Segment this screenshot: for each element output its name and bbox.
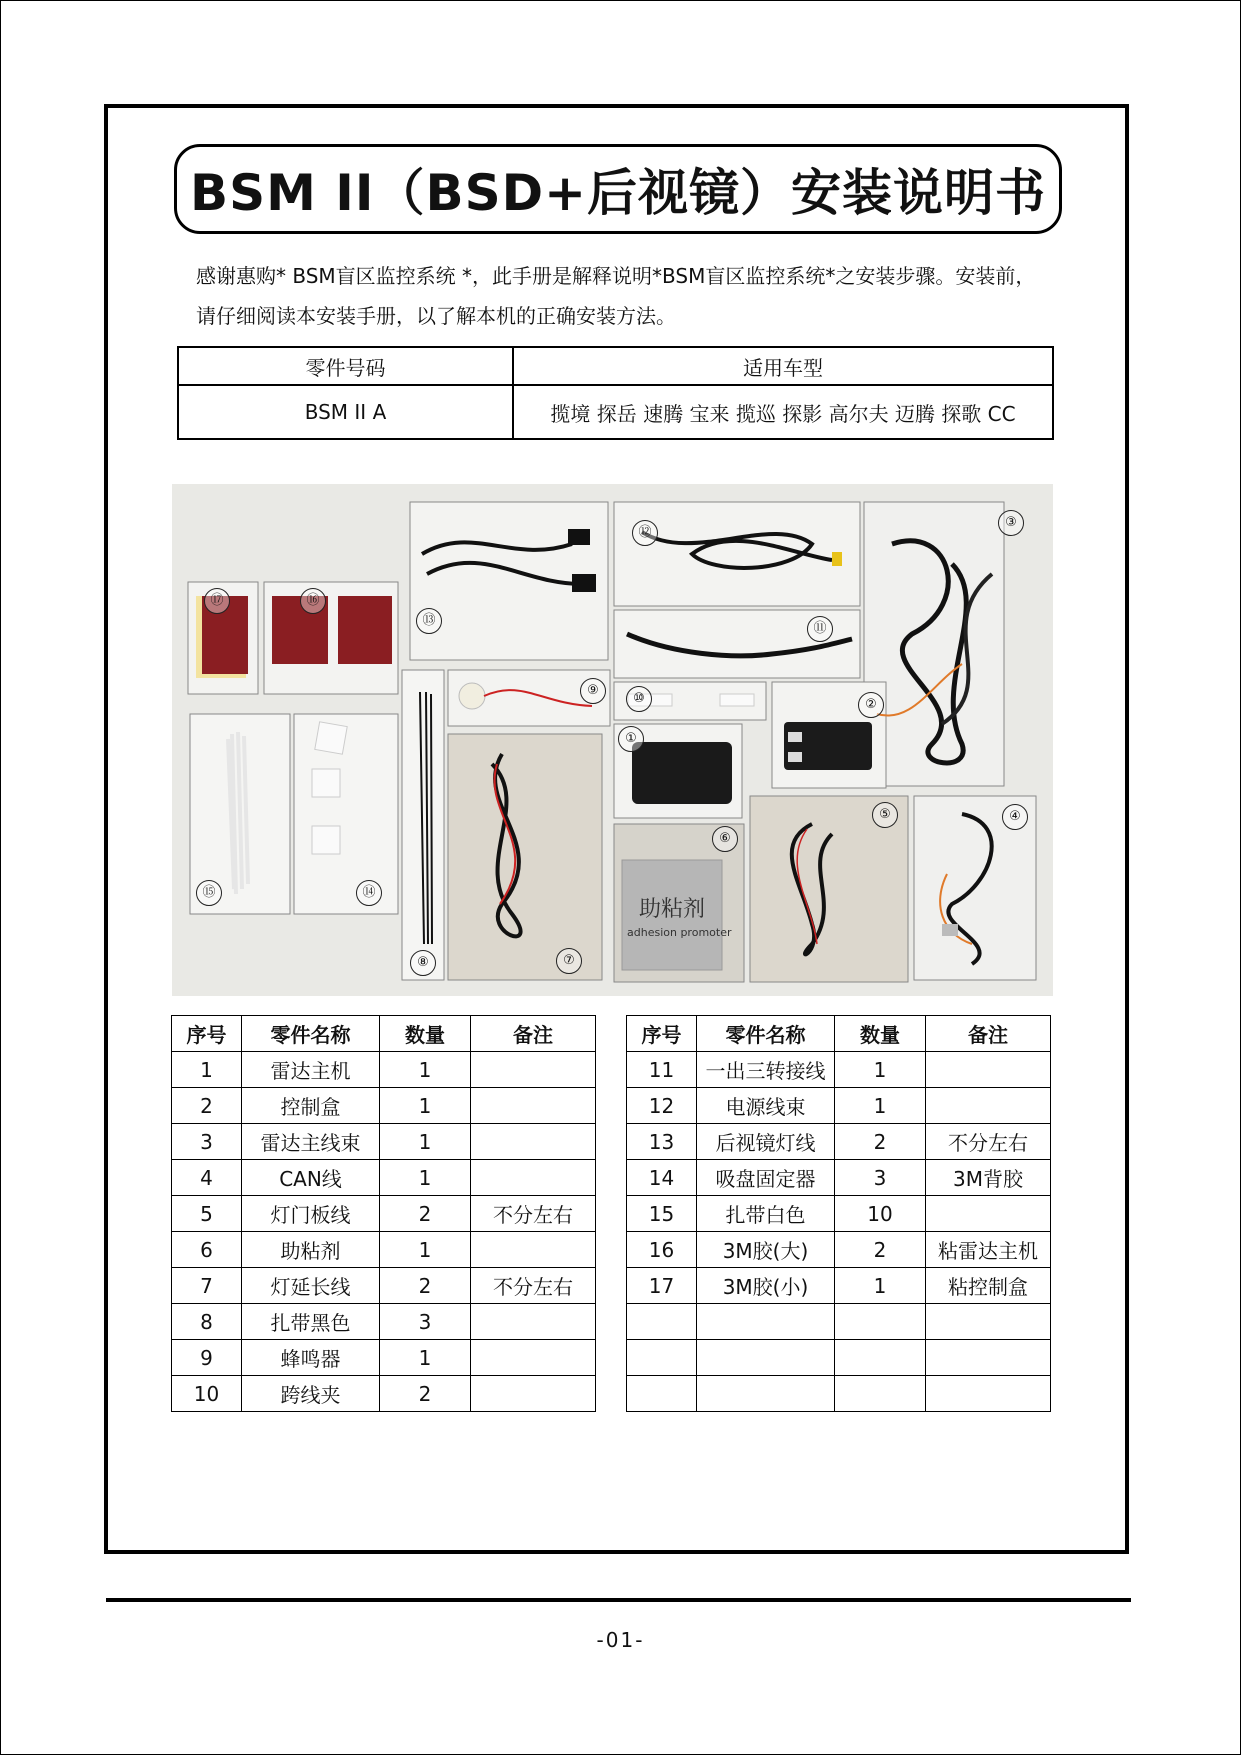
part-seq: 12 bbox=[627, 1088, 697, 1124]
part-remarks bbox=[471, 1376, 596, 1412]
photo-label-4: ④ bbox=[1002, 804, 1028, 830]
header-remarks: 备注 bbox=[471, 1016, 596, 1052]
part-name bbox=[697, 1340, 835, 1376]
part-quantity: 1 bbox=[380, 1052, 471, 1088]
part-name bbox=[697, 1376, 835, 1412]
part-name: CAN线 bbox=[242, 1160, 380, 1196]
part-quantity: 1 bbox=[380, 1124, 471, 1160]
part-name: 助粘剂 bbox=[242, 1232, 380, 1268]
part-quantity: 3 bbox=[835, 1160, 926, 1196]
table-row bbox=[172, 1340, 596, 1376]
parts-photo-drawing bbox=[172, 484, 1053, 996]
footer-rule bbox=[106, 1598, 1131, 1602]
part-seq: 3 bbox=[172, 1124, 242, 1160]
part-name: 灯延长线 bbox=[242, 1268, 380, 1304]
photo-label-15: ⑮ bbox=[196, 880, 222, 906]
part-seq: 7 bbox=[172, 1268, 242, 1304]
part-name: 电源线束 bbox=[697, 1088, 835, 1124]
part-remarks bbox=[926, 1196, 1051, 1232]
photo-label-16: ⑯ bbox=[300, 588, 326, 614]
part-remarks bbox=[926, 1340, 1051, 1376]
parts-photo bbox=[172, 484, 1053, 996]
parts-table-right-body bbox=[627, 1052, 1051, 1412]
part-remarks: 不分左右 bbox=[926, 1124, 1051, 1160]
part-name: 跨线夹 bbox=[242, 1376, 380, 1412]
header-part-number: 零件号码 bbox=[178, 347, 513, 385]
table-row bbox=[172, 1124, 596, 1160]
part-seq: 11 bbox=[627, 1052, 697, 1088]
part-remarks: 粘控制盒 bbox=[926, 1268, 1051, 1304]
table-row bbox=[627, 1268, 1051, 1304]
photo-label-8: ⑧ bbox=[410, 950, 436, 976]
table-row bbox=[172, 1052, 596, 1088]
intro-text: 感谢惠购* BSM盲区监控系统 *，此手册是解释说明*BSM盲区监控系统*之安装步骤。安装前，请仔细阅读本安装手册，以了解本机的正确安装方法。 bbox=[196, 264, 1036, 328]
part-remarks bbox=[471, 1340, 596, 1376]
part-seq: 17 bbox=[627, 1268, 697, 1304]
part-seq bbox=[627, 1376, 697, 1412]
part-name: 灯门板线 bbox=[242, 1196, 380, 1232]
part-remarks bbox=[926, 1088, 1051, 1124]
part-remarks bbox=[926, 1376, 1051, 1412]
parts-table-right bbox=[626, 1015, 1051, 1412]
part-quantity: 1 bbox=[380, 1232, 471, 1268]
photo-label-2: ② bbox=[858, 692, 884, 718]
part-name: 雷达主线束 bbox=[242, 1124, 380, 1160]
part-seq: 10 bbox=[172, 1376, 242, 1412]
photo-label-10: ⑩ bbox=[626, 686, 652, 712]
part-name: 吸盘固定器 bbox=[697, 1160, 835, 1196]
part-seq: 13 bbox=[627, 1124, 697, 1160]
photo-label-7: ⑦ bbox=[556, 948, 582, 974]
part-seq: 6 bbox=[172, 1232, 242, 1268]
table-row bbox=[627, 1376, 1051, 1412]
part-remarks bbox=[471, 1304, 596, 1340]
part-name: 扎带黑色 bbox=[242, 1304, 380, 1340]
table-row bbox=[627, 1124, 1051, 1160]
header-part-name: 零件名称 bbox=[242, 1016, 380, 1052]
table-row bbox=[627, 1232, 1051, 1268]
photo-label-12: ⑫ bbox=[632, 520, 658, 546]
part-remarks: 不分左右 bbox=[471, 1268, 596, 1304]
part-remarks: 粘雷达主机 bbox=[926, 1232, 1051, 1268]
part-name: 一出三转接线 bbox=[697, 1052, 835, 1088]
part-quantity: 2 bbox=[380, 1268, 471, 1304]
table-row bbox=[172, 1232, 596, 1268]
header-quantity: 数量 bbox=[380, 1016, 471, 1052]
part-remarks bbox=[471, 1232, 596, 1268]
table-row bbox=[172, 1088, 596, 1124]
part-name bbox=[697, 1304, 835, 1340]
table-row bbox=[172, 1268, 596, 1304]
part-name: 蜂鸣器 bbox=[242, 1340, 380, 1376]
part-number-value: BSM II A bbox=[178, 385, 513, 439]
model-table-header bbox=[178, 347, 1053, 385]
parts-table-left-body bbox=[172, 1052, 596, 1412]
part-seq: 9 bbox=[172, 1340, 242, 1376]
adhesion-label-cn: 助粘剂 bbox=[639, 897, 706, 922]
part-remarks bbox=[471, 1052, 596, 1088]
table-row bbox=[172, 1196, 596, 1232]
page-title: BSM II（BSD+后视镜）安装说明书 bbox=[189, 164, 1046, 222]
table-row bbox=[627, 1160, 1051, 1196]
part-quantity: 2 bbox=[835, 1124, 926, 1160]
part-name: 3M胶(小) bbox=[697, 1268, 835, 1304]
part-remarks bbox=[926, 1304, 1051, 1340]
part-remarks bbox=[471, 1124, 596, 1160]
part-seq: 4 bbox=[172, 1160, 242, 1196]
part-quantity: 1 bbox=[835, 1052, 926, 1088]
part-seq: 16 bbox=[627, 1232, 697, 1268]
part-quantity bbox=[835, 1340, 926, 1376]
part-quantity: 2 bbox=[380, 1376, 471, 1412]
parts-table-left bbox=[171, 1015, 596, 1412]
title-box bbox=[174, 144, 1062, 234]
table-row bbox=[172, 1160, 596, 1196]
part-quantity: 1 bbox=[380, 1160, 471, 1196]
part-seq: 8 bbox=[172, 1304, 242, 1340]
header-part-name: 零件名称 bbox=[697, 1016, 835, 1052]
table-row bbox=[627, 1052, 1051, 1088]
part-name: 3M胶(大) bbox=[697, 1232, 835, 1268]
part-quantity: 1 bbox=[380, 1340, 471, 1376]
part-seq bbox=[627, 1340, 697, 1376]
table-row bbox=[627, 1304, 1051, 1340]
part-seq: 15 bbox=[627, 1196, 697, 1232]
part-remarks bbox=[471, 1088, 596, 1124]
photo-label-1: ① bbox=[618, 726, 644, 752]
photo-label-13: ⑬ bbox=[416, 608, 442, 634]
part-quantity bbox=[835, 1304, 926, 1340]
photo-label-17: ⑰ bbox=[204, 588, 230, 614]
part-seq bbox=[627, 1304, 697, 1340]
part-quantity: 1 bbox=[380, 1088, 471, 1124]
photo-label-14: ⑭ bbox=[356, 880, 382, 906]
header-seq: 序号 bbox=[172, 1016, 242, 1052]
parts-table-header bbox=[172, 1016, 596, 1052]
header-remarks: 备注 bbox=[926, 1016, 1051, 1052]
part-name: 雷达主机 bbox=[242, 1052, 380, 1088]
part-seq: 14 bbox=[627, 1160, 697, 1196]
adhesion-label-en: adhesion promoter bbox=[627, 926, 732, 939]
header-applicable-models: 适用车型 bbox=[513, 347, 1053, 385]
applicable-models-value: 揽境 探岳 速腾 宝来 揽巡 探影 高尔夫 迈腾 探歌 CC bbox=[513, 385, 1053, 439]
part-remarks bbox=[471, 1160, 596, 1196]
photo-label-3: ③ bbox=[998, 510, 1024, 536]
table-row bbox=[172, 1376, 596, 1412]
part-seq: 1 bbox=[172, 1052, 242, 1088]
part-quantity: 1 bbox=[835, 1088, 926, 1124]
header-quantity: 数量 bbox=[835, 1016, 926, 1052]
page-number: -01- bbox=[596, 1628, 645, 1652]
photo-label-9: ⑨ bbox=[580, 678, 606, 704]
parts-table-header bbox=[627, 1016, 1051, 1052]
part-quantity: 2 bbox=[380, 1196, 471, 1232]
photo-label-11: ⑪ bbox=[807, 616, 833, 642]
part-quantity: 10 bbox=[835, 1196, 926, 1232]
part-quantity: 2 bbox=[835, 1232, 926, 1268]
table-row bbox=[172, 1304, 596, 1340]
part-seq: 2 bbox=[172, 1088, 242, 1124]
model-table bbox=[177, 346, 1054, 440]
table-row bbox=[627, 1196, 1051, 1232]
part-seq: 5 bbox=[172, 1196, 242, 1232]
part-name: 扎带白色 bbox=[697, 1196, 835, 1232]
part-name: 控制盒 bbox=[242, 1088, 380, 1124]
part-name: 后视镜灯线 bbox=[697, 1124, 835, 1160]
part-remarks bbox=[926, 1052, 1051, 1088]
table-row bbox=[627, 1340, 1051, 1376]
photo-label-5: ⑤ bbox=[872, 802, 898, 828]
part-remarks: 3M背胶 bbox=[926, 1160, 1051, 1196]
part-quantity: 1 bbox=[835, 1268, 926, 1304]
table-row bbox=[627, 1088, 1051, 1124]
part-remarks: 不分左右 bbox=[471, 1196, 596, 1232]
header-seq: 序号 bbox=[627, 1016, 697, 1052]
part-quantity bbox=[835, 1376, 926, 1412]
model-table-row bbox=[178, 385, 1053, 439]
photo-label-6: ⑥ bbox=[712, 826, 738, 852]
part-quantity: 3 bbox=[380, 1304, 471, 1340]
